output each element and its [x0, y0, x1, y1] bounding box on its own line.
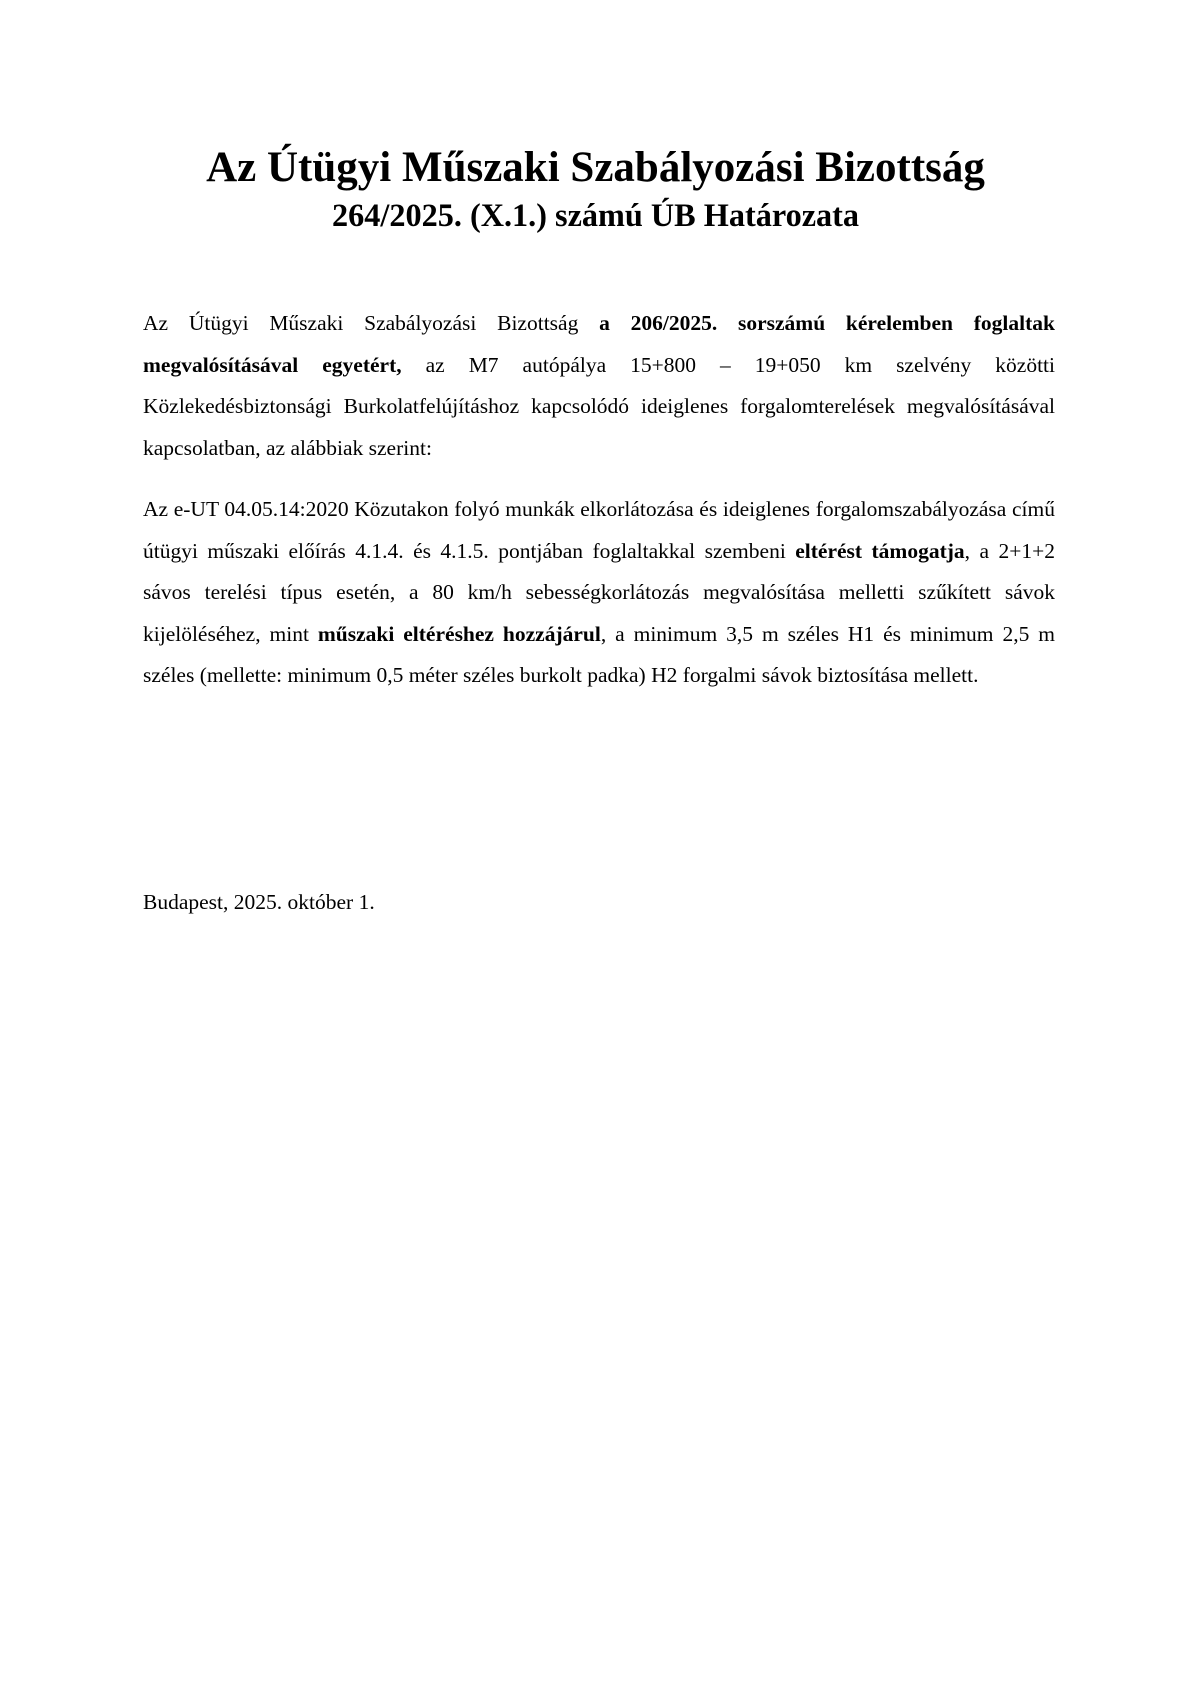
paragraph-2-bold-1: eltérést támogatja: [795, 538, 965, 563]
paragraph-decision-details: [143, 489, 1055, 697]
paragraph-2-text-1: Az e-UT 04.05.14:2020 Közutakon folyó munkák elkorlátozása és ideiglenes forgalomszabályozása című útügyi műszaki előírás 4.1.4. és 4.1.5. pontjában foglaltakkal szembeni: [143, 497, 1055, 563]
paragraph-decision-intro: [143, 303, 1055, 469]
document-title-line-1: Az Útügyi Műszaki Szabályozási Bizottság: [206, 144, 985, 191]
place-and-date: Budapest, 2025. október 1.: [143, 890, 375, 914]
paragraph-1-bold-1: a 206/2025. sorszámú kérelemben foglaltak megvalósításával egyetért,: [143, 311, 1055, 377]
paragraph-1-text-1: Az Útügyi Műszaki Szabályozási Bizottság: [143, 311, 600, 335]
paragraph-2-bold-2: műszaki eltéréshez hozzájárul: [317, 621, 601, 646]
paragraph-1-text-2: az M7 autópálya 15+800 – 19+050 km szelvény közötti Közlekedésbiztonsági Burkolatfelújításhoz kapcsolódó ideiglenes forgalomterelések megvalósításával kapcsolatban, az alábbiak szerint:: [143, 352, 1055, 460]
paragraph-2-text-2: , a 2+1+2 sávos terelési típus esetén, a 80 km/h sebességkorlátozás megvalósítása melletti szűkített sávok kijelöléséhez, mint: [143, 538, 1055, 646]
document-title-line-2: 264/2025. (X.1.) számú ÚB Határozata: [332, 197, 859, 233]
paragraph-2-text-3: , a minimum 3,5 m széles H1 és minimum 2,5 m széles (mellette: minimum 0,5 méter széles burkolt padka) H2 forgalmi sávok biztosítása mellett.: [143, 621, 1055, 687]
